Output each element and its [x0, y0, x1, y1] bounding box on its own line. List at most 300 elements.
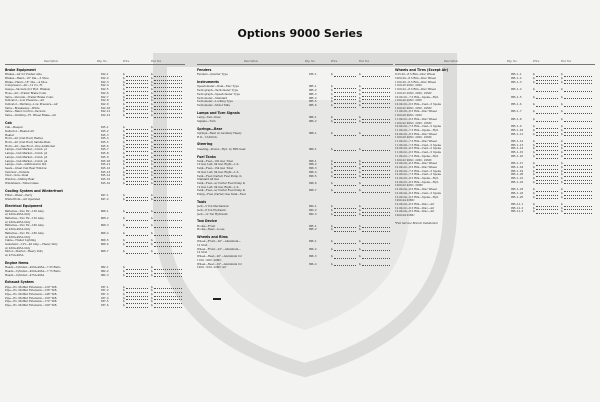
currency-sign: $ — [123, 109, 125, 114]
currency-sign: $ — [123, 288, 125, 293]
item-description: Horn—Air (Cab Roof) Radley — [5, 137, 44, 141]
price-blank-line — [126, 210, 148, 213]
item-description: Jack—8 Ton Hydraulic — [197, 208, 227, 212]
fed-tax-field — [151, 217, 185, 221]
price-field — [331, 263, 359, 267]
item-description: Lamps—Cab Marker—Comb. p2 — [5, 152, 48, 156]
price-blank-line — [334, 74, 356, 77]
fed-tax-blank-line — [154, 304, 182, 307]
item-pkg-no: 936-1 — [309, 73, 317, 77]
price-field — [533, 118, 561, 122]
currency-sign: $ — [151, 94, 153, 99]
item-description: Tachometer—Locking Type — [197, 100, 233, 104]
fed-tax-field — [151, 304, 185, 308]
fed-tax-field — [359, 132, 393, 136]
currency-sign: $ — [561, 179, 563, 184]
item-description: Pipe—Ex. Muffler Extension—120" W.B. — [5, 285, 58, 289]
item-description: 10.00-20—8.5 Rim—Cast—5 Spoke — [395, 147, 442, 151]
item-pkg-no: 812-11 — [101, 110, 111, 114]
item-pkg-no: 815-4 — [101, 137, 109, 141]
section-heading: Wheels and Rims — [197, 235, 228, 240]
item-description: 11.00-20—7.5 Rim—Cast—5 Spoke — [395, 143, 442, 147]
price-blank-line — [126, 182, 148, 185]
currency-sign: $ — [533, 187, 535, 192]
fed-tax-field — [359, 240, 393, 244]
currency-sign: $ — [151, 151, 153, 156]
price-field — [331, 182, 359, 186]
currency-sign: $ — [533, 146, 535, 151]
currency-sign: $ — [151, 109, 153, 114]
item-pkg-no: 985-5 — [309, 100, 317, 104]
item-description: Brakes—Air for Pusher Axle — [5, 73, 42, 77]
item-description: Indicator—Low Pressure—Air — [5, 99, 45, 103]
fed-tax-blank-line — [154, 274, 182, 277]
list-item — [395, 214, 595, 218]
price-field — [123, 182, 151, 186]
item-description: Hose—Air—Trailer Brake Conn. — [5, 91, 47, 95]
item-pkg-no: 847-1 — [101, 193, 109, 197]
currency-sign: $ — [151, 192, 153, 197]
fed-tax-field — [561, 110, 595, 114]
item-pkg-no: 995-1-17 — [511, 162, 524, 166]
fed-tax-field — [151, 182, 185, 186]
item-pkg-no: 812-10 — [101, 106, 111, 110]
currency-sign: $ — [123, 72, 125, 77]
item-pkg-no: 990-5 — [309, 174, 317, 178]
currency-sign: $ — [359, 72, 361, 77]
currency-sign: $ — [151, 136, 153, 141]
price-blank-line — [536, 118, 558, 121]
currency-sign: $ — [123, 132, 125, 137]
currency-sign: $ — [359, 88, 361, 93]
item-pkg-no: 995-1-9 — [511, 125, 522, 129]
price-blank-line — [536, 103, 558, 106]
item-description: Window—Sliding Rear — [5, 178, 35, 182]
item-description: Hooks—Rear—Loose — [197, 228, 225, 232]
item-pkg-no: 995-1-11 — [511, 132, 524, 136]
currency-sign: $ — [331, 227, 333, 232]
item-pkg-no: 815-6 — [101, 144, 109, 148]
item-description: 10.00-20—7.5 Rim—Cast—5 Spoke — [395, 125, 442, 129]
currency-sign: $ — [561, 131, 563, 136]
fed-tax-blank-line — [564, 155, 592, 158]
item-pkg-no: 815-3 — [101, 133, 109, 137]
currency-sign: $ — [561, 72, 563, 77]
item-description: 12.00-20—8.5 Rim—Spoke—Hyd. — [395, 177, 439, 181]
section-heading: Brake Equipment — [5, 68, 36, 73]
fed-tax-blank-line — [154, 217, 182, 220]
currency-sign: $ — [151, 105, 153, 110]
price-field — [533, 81, 561, 85]
price-field — [123, 274, 151, 278]
fed-tax-blank-line — [154, 232, 182, 235]
list-item — [197, 73, 393, 77]
item-pkg-no: 815-14 — [101, 174, 111, 178]
price-blank-line — [334, 213, 356, 216]
item-description: Heater — [5, 133, 15, 137]
currency-sign: $ — [533, 194, 535, 199]
currency-sign: $ — [331, 207, 333, 212]
item-description: 12.00-24—8.5 Rim—Cast—5 Spoke — [395, 191, 442, 195]
currency-sign: $ — [331, 173, 333, 178]
currency-sign: $ — [151, 76, 153, 81]
currency-sign: $ — [151, 249, 153, 254]
currency-sign: $ — [561, 150, 563, 155]
item-description: Tachograph—Tachometer Type — [197, 89, 238, 93]
item-description: Hooks—Front — [197, 224, 216, 228]
fed-tax-field — [359, 263, 393, 267]
currency-sign: $ — [533, 102, 535, 106]
item-description: 12.00-22—8.5 Rim—Disc Wheel — [395, 165, 437, 169]
item-pkg-no: 995-1-22 — [511, 180, 524, 184]
item-description: 1200-24 22MC — [395, 214, 415, 218]
price-field — [123, 250, 151, 254]
price-field — [331, 120, 359, 124]
currency-sign: $ — [533, 76, 535, 81]
item-description: 10.00-20—8.5 Rim—Cast—5 Spoke — [395, 103, 442, 106]
currency-sign: $ — [359, 261, 361, 266]
fed-tax-blank-line — [154, 114, 182, 117]
item-pkg-no: 815-12 — [101, 166, 111, 170]
currency-sign: $ — [533, 161, 535, 166]
currency-sign: $ — [359, 207, 361, 212]
item-description: 12.00-24—8.5 Rim—Disc—Air — [395, 210, 435, 214]
currency-sign: $ — [359, 254, 361, 259]
item-pkg-no: 988-1 — [309, 131, 317, 135]
item-pkg-no: 994-3 — [309, 212, 317, 216]
item-pkg-no: 937-2 — [101, 289, 109, 293]
currency-sign: $ — [123, 154, 125, 159]
currency-sign: $ — [123, 113, 125, 118]
currency-sign: $ — [123, 151, 125, 156]
item-pkg-no: 815-15 — [101, 178, 111, 182]
item-description: Valve—Limiting—Ft. Wheel Brake—Air — [5, 114, 57, 118]
price-field — [331, 132, 359, 136]
header-pkg: Pkg. No. — [97, 60, 108, 63]
currency-sign: $ — [561, 176, 563, 181]
item-pkg-no: 847-2 — [101, 197, 109, 201]
currency-sign: $ — [151, 216, 153, 220]
currency-sign: $ — [331, 169, 333, 174]
price-field — [533, 110, 561, 114]
price-blank-line — [126, 251, 148, 254]
currency-sign: $ — [151, 113, 153, 118]
item-pkg-no: 815-10 — [101, 159, 111, 163]
item-description: 12.00-22—7.5 Rim—Cast—5 Spoke — [395, 173, 442, 177]
item-description: Tank—Fuel—102 Gal. Total — [197, 159, 233, 163]
item-description: 39 Gal. Left, 84 Gal. Right—L.S. — [197, 170, 240, 174]
currency-sign: $ — [359, 227, 361, 232]
currency-sign: $ — [123, 230, 125, 235]
fed-tax-field — [359, 73, 393, 77]
section-heading: Engine Items — [5, 260, 29, 265]
item-description: 11.00-22—7.5 Rim—Spoke—Hyd. — [395, 154, 439, 158]
item-pkg-no: 860-7 — [101, 250, 109, 254]
item-description: Tank—Fuel—w/ Carter Fuel Pump in — [197, 181, 246, 185]
header-price: Price — [331, 60, 338, 63]
price-field — [533, 155, 561, 159]
item-pkg-no: 995-11-2 — [511, 206, 524, 210]
item-description: 11.00-20—8.5 Rim—Disc Wheel — [395, 110, 437, 114]
currency-sign: $ — [151, 295, 153, 300]
currency-sign: $ — [533, 142, 535, 147]
item-pkg-no: 995-1-21 — [511, 177, 524, 181]
currency-sign: $ — [123, 268, 125, 273]
item-pkg-no: 986-1 — [309, 116, 317, 120]
fed-tax-field — [561, 196, 595, 200]
item-pkg-no: 990-1 — [309, 159, 317, 163]
fed-tax-blank-line — [362, 248, 390, 251]
currency-sign: $ — [561, 87, 563, 92]
price-field — [123, 210, 151, 214]
section-heading: Lamps and Turn Signals — [197, 110, 240, 115]
item-pkg-no: 812-4 — [101, 84, 109, 88]
price-field — [123, 304, 151, 308]
currency-sign: $ — [151, 79, 153, 84]
item-description: H.D., 13,000 lb. — [197, 135, 218, 139]
currency-sign: $ — [123, 136, 125, 141]
currency-sign: $ — [123, 105, 125, 110]
section-heading: Cab — [5, 121, 12, 125]
item-pkg-no: 812-6 — [101, 91, 109, 95]
currency-sign: $ — [359, 158, 361, 163]
item-pkg-no: 990-2 — [309, 163, 317, 167]
fed-tax-field — [359, 213, 393, 217]
list-item — [197, 193, 393, 197]
currency-sign: $ — [359, 146, 361, 151]
currency-sign: $ — [561, 205, 563, 210]
price-blank-line — [334, 104, 356, 107]
fed-tax-field — [359, 255, 393, 259]
item-description: Brakes—Hand—16" Dia.—3 Shoe — [5, 77, 49, 81]
currency-sign: $ — [533, 172, 535, 177]
item-pkg-no: 990-7 — [309, 189, 317, 193]
list-item — [5, 274, 185, 278]
price-field — [331, 228, 359, 232]
currency-sign: $ — [533, 205, 535, 210]
item-pkg-no: 995-1-1 — [511, 73, 522, 77]
item-description: 1100-20 20SC, 22SC — [395, 99, 423, 103]
fed-tax-field — [359, 189, 393, 193]
currency-sign: $ — [331, 246, 333, 251]
currency-sign: $ — [561, 79, 563, 84]
currency-sign: $ — [331, 180, 333, 185]
price-field — [123, 224, 151, 228]
column-header — [197, 60, 393, 65]
item-pkg-no: 815-13 — [101, 170, 111, 174]
fed-tax-field — [151, 274, 185, 278]
currency-sign: $ — [561, 190, 563, 195]
currency-sign: $ — [533, 94, 535, 99]
currency-sign: $ — [123, 143, 125, 148]
currency-sign: $ — [331, 254, 333, 259]
price-blank-line — [126, 243, 148, 246]
item-description: Batteries—Two 6V—130 Amp. — [5, 209, 45, 213]
item-description: Heads—Cylinder—450A-495A—7.75 Ratio — [5, 269, 61, 273]
price-blank-line — [126, 232, 148, 235]
list-item — [197, 266, 393, 270]
item-pkg-no: 996-3 — [309, 255, 317, 259]
item-description: Valve—Breakaway—White — [5, 106, 40, 110]
price-blank-line — [126, 274, 148, 277]
fed-tax-blank-line — [362, 190, 390, 193]
list-item — [5, 254, 185, 258]
fed-tax-field — [151, 224, 185, 228]
header-fed-tax: Fed. Tax — [561, 60, 572, 63]
currency-sign: $ — [151, 154, 153, 159]
price-blank-line — [334, 229, 356, 232]
section-heading: Springs—Rear — [197, 126, 223, 131]
item-pkg-no: 995-1-12 — [511, 140, 524, 144]
price-field — [123, 217, 151, 221]
item-description: Tachometer—Standard — [197, 96, 228, 100]
item-description: 1100, 1200, 20MC — [197, 258, 222, 262]
fed-tax-field — [561, 133, 595, 137]
item-pkg-no: 815-1 — [101, 126, 109, 130]
item-pkg-no: 995-1-5 — [511, 95, 522, 99]
item-pkg-no: 985-3 — [309, 92, 317, 96]
item-pkg-no: 995-1-3 — [511, 80, 522, 84]
item-description: 12.00-24—8.5 Rim—Spoke—Hyd. — [395, 195, 439, 199]
currency-sign: $ — [123, 272, 125, 277]
item-description: 1100-20 20SC, 22SC, 22MC — [395, 136, 432, 140]
currency-sign: $ — [151, 303, 153, 308]
currency-sign: $ — [123, 76, 125, 81]
currency-sign: $ — [123, 140, 125, 144]
item-description: Pipe—Ex. Muffler Extension—148" W.B. — [5, 293, 58, 296]
fed-tax-blank-line — [154, 251, 182, 254]
currency-sign: $ — [533, 190, 535, 195]
currency-sign: $ — [123, 265, 125, 270]
header-fed-tax: Fed. Tax — [151, 60, 162, 63]
price-field — [533, 133, 561, 137]
currency-sign: $ — [533, 79, 535, 84]
currency-sign: $ — [123, 223, 125, 228]
header-description: Description — [443, 60, 459, 63]
item-pkg-no: 994-2 — [309, 208, 317, 212]
price-field — [533, 88, 561, 92]
currency-sign: $ — [331, 223, 333, 228]
item-description: Pipe—Ex. Muffler Extension—160" W.B. — [5, 296, 58, 300]
header-description: Description — [43, 60, 59, 63]
currency-sign: $ — [533, 150, 535, 155]
item-description: 11.00-22—8.5 Rim—Cast—5 Spoke — [395, 151, 442, 155]
fed-tax-field — [561, 81, 595, 85]
item-description: Seats—Great Cab Rear Window — [5, 166, 47, 170]
column-3 — [395, 60, 595, 225]
currency-sign: $ — [331, 261, 333, 266]
item-description: 1100-20—8.5 Rim—Disc Wheel — [395, 80, 436, 84]
currency-sign: $ — [561, 142, 563, 147]
list-item — [5, 198, 185, 202]
item-pkg-no: 860-5 — [101, 239, 109, 243]
price-blank-line — [126, 217, 148, 220]
price-field — [331, 213, 359, 217]
currency-sign: $ — [533, 139, 535, 144]
fed-tax-blank-line — [154, 225, 182, 228]
currency-sign: $ — [151, 241, 153, 246]
fed-tax-blank-line — [362, 175, 390, 178]
item-description: Compressor—Air—12 Cu. Ft. — [5, 84, 44, 88]
column-1 — [5, 60, 185, 308]
currency-sign: $ — [151, 125, 153, 130]
item-pkg-no: 815-7 — [101, 148, 109, 152]
fed-tax-blank-line — [564, 96, 592, 99]
fed-tax-blank-line — [362, 213, 390, 216]
section-heading: Cooling System and Winterfront — [5, 188, 63, 193]
currency-sign: $ — [331, 102, 333, 107]
currency-sign: $ — [123, 147, 125, 152]
currency-sign: $ — [561, 76, 563, 81]
price-blank-line — [126, 304, 148, 307]
currency-sign: $ — [123, 98, 125, 103]
item-description: Jack—5 Ton Mechanical — [197, 205, 229, 209]
list-item — [197, 104, 393, 108]
item-description: 1000-20—8.5 Rim—Disc Wheel — [395, 77, 436, 81]
currency-sign: $ — [561, 94, 563, 99]
price-blank-line — [536, 155, 558, 158]
item-description: Horn—Air—Sea Roof—One Additional — [5, 144, 55, 148]
list-item — [5, 114, 185, 118]
item-description: Heads—Cylinder—475A-495A — [5, 273, 45, 277]
item-pkg-no: 937-4 — [101, 296, 109, 300]
fed-tax-blank-line — [564, 181, 592, 184]
currency-sign: $ — [533, 131, 535, 136]
fed-tax-blank-line — [154, 243, 182, 246]
fed-tax-blank-line — [362, 263, 390, 266]
item-description: Signals—Turn — [197, 119, 216, 123]
item-pkg-no: 812-3 — [101, 80, 109, 84]
currency-sign: $ — [561, 209, 563, 214]
currency-sign: $ — [561, 201, 563, 206]
section-heading: Instruments — [197, 80, 219, 85]
item-description: 1100-20 20SC, 22SC — [395, 114, 423, 118]
price-field — [123, 198, 151, 202]
fed-tax-blank-line — [564, 111, 592, 114]
item-description: 12.00-20—7.5 Rim—Cast—5 Spoke — [395, 169, 442, 173]
currency-sign: $ — [533, 179, 535, 184]
item-description: 1100-20 20SC, 22SC — [395, 84, 423, 88]
fed-tax-blank-line — [362, 132, 390, 135]
item-description: Brake—Hand—16" Dia.—4 Shoe — [5, 80, 48, 84]
fed-tax-blank-line — [564, 133, 592, 136]
item-pkg-no: 995-1-7 — [511, 110, 522, 114]
fed-tax-field — [151, 210, 185, 214]
price-blank-line — [536, 81, 558, 84]
item-description: Motor—Starter—Heavy Duty — [5, 250, 44, 254]
item-description: 1000, 1100, 22MC Air — [197, 266, 227, 270]
currency-sign: $ — [151, 140, 153, 144]
item-description: 12.00-24—8.5 Rim—Disc Wheel — [395, 188, 437, 192]
item-description: Sunvisor—Outside — [5, 170, 30, 174]
currency-sign: $ — [359, 91, 361, 96]
currency-sign: $ — [123, 196, 125, 201]
currency-sign: $ — [331, 118, 333, 123]
item-pkg-no: 812-9 — [101, 103, 109, 106]
item-pkg-no: 860-2 — [101, 217, 109, 220]
fed-tax-blank-line — [362, 148, 390, 151]
price-blank-line — [536, 211, 558, 214]
price-field — [533, 210, 561, 214]
price-field — [533, 103, 561, 107]
fed-tax-field — [151, 250, 185, 254]
fed-tax-blank-line — [362, 120, 390, 123]
item-pkg-no: 995-1 — [309, 224, 317, 228]
item-description: Windshield—Tinted Glass — [5, 181, 39, 185]
fed-tax-blank-line — [154, 182, 182, 185]
currency-sign: $ — [331, 84, 333, 89]
currency-sign: $ — [561, 139, 563, 144]
